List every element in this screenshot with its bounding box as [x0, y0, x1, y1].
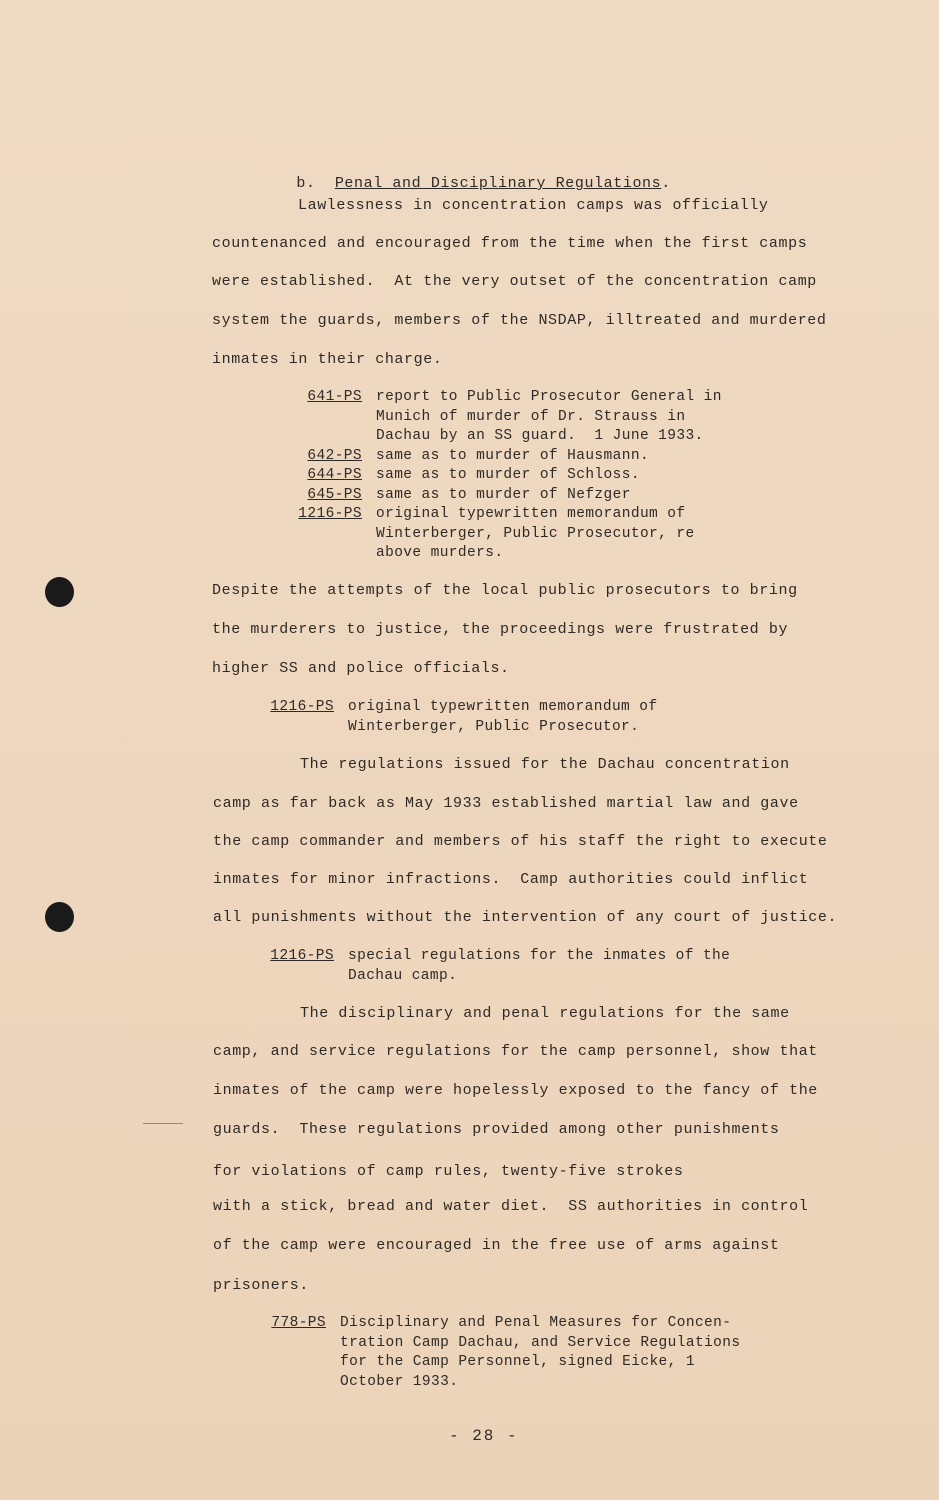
- citation-ref: 778-PS: [271, 1315, 326, 1331]
- citation-ref: 1216-PS: [270, 699, 334, 715]
- paragraph-line: camp as far back as May 1933 established martial law and gave: [213, 795, 799, 812]
- citation-ref: 645-PS: [307, 486, 362, 503]
- section-heading: b. Penal and Disciplinary Regulations.: [296, 175, 671, 192]
- document-page: b. Penal and Disciplinary Regulations. Lawlessness in concentration camps was officially countenanced and encouraged from the time when the first camps were established. At the very outset of the concentration camp system the guards, members of the NSDAP, illtreated and murdered inmates in their charge. 641-PS report to Public Prosecutor General in Munich of murder of Dr. Strauss in Dachau by an SS guard. 1 June 1933. 642-PS same as to murder of Hausmann. 644-PS same as to murder of Schloss. 645-PS same as to murder of Nefzger 1216-PS original typewritten memorandum of Winterberger, Public Prosecutor, re above murders. Despite the attempts of the local public prosecutors to bring the murderers to justice, the proceedings were frustrated by higher SS and police officials. 1216-PS original typewritten memorandum of Winterberger, Public Prosecutor. The regulations issued for the Dachau concentration camp as far back as May 1933 established martial law and gave the camp commander and members of his staff the right to execute inmates for minor infractions. Camp authorities could inflict all punishments without the intervention of any court of justice. 1216-PS special regulations for the inmates of the Dachau camp. The disciplinary and penal regulations for the same camp, and service regulations for the camp personnel, show that inmates of the camp were hopelessly exposed to the fancy of the guards. These regulations provided among other punishments for violations of camp rules, twenty-five strokes with a stick, bread and water diet. SS authorities in control of the camp were encouraged in the free use of arms against prisoners. 778-PS Disciplinary and Penal Measures for Concen- tration Camp Dachau, and Service Regulations for the Camp Personnel, signed Eicke, 1 October 1933. - 28 -: [0, 0, 939, 1500]
- paragraph-line: higher SS and police officials.: [212, 660, 510, 677]
- paragraph-line: inmates in their charge.: [212, 351, 443, 368]
- paragraph-line: were established. At the very outset of the concentration camp: [212, 273, 817, 290]
- margin-dash: [143, 1123, 183, 1124]
- punch-hole-top: [45, 577, 74, 607]
- paragraph-line: The disciplinary and penal regulations for the same: [300, 1005, 790, 1022]
- punch-hole-bottom: [45, 902, 74, 932]
- paragraph-line: inmates of the camp were hopelessly exposed to the fancy of the: [213, 1082, 818, 1099]
- paragraph-line: all punishments without the intervention of any court of justice.: [213, 909, 838, 926]
- paragraph-line: inmates for minor infractions. Camp authorities could inflict: [213, 871, 809, 888]
- citation-ref: 642-PS: [307, 447, 362, 464]
- paragraph-line: the murderers to justice, the proceedings were frustrated by: [212, 621, 789, 638]
- section-title: Penal and Disciplinary Regulations: [334, 175, 662, 192]
- citation-ref: 641-PS: [307, 389, 362, 405]
- section-marker: b.: [296, 175, 316, 192]
- paragraph-line: system the guards, members of the NSDAP, illtreated and murdered: [212, 312, 827, 329]
- citation-ref: 1216-PS: [298, 506, 362, 522]
- paragraph-line: The regulations issued for the Dachau concentration: [300, 756, 790, 773]
- page-number: - 28 -: [449, 1427, 519, 1445]
- citation-ref: 1216-PS: [270, 948, 334, 964]
- paragraph-line: Lawlessness in concentration camps was officially: [298, 197, 769, 214]
- paragraph-line: of the camp were encouraged in the free use of arms against: [213, 1237, 780, 1254]
- paragraph-line: countenanced and encouraged from the time when the first camps: [212, 235, 808, 252]
- paragraph-line: for violations of camp rules, twenty-five strokes: [213, 1163, 684, 1180]
- paragraph-line: with a stick, bread and water diet. SS authorities in control: [213, 1198, 809, 1215]
- paragraph-line: the camp commander and members of his staff the right to execute: [213, 833, 828, 850]
- paragraph-line: guards. These regulations provided among other punishments: [213, 1121, 780, 1138]
- citation-ref: 644-PS: [307, 467, 362, 483]
- paragraph-line: Despite the attempts of the local public prosecutors to bring: [212, 582, 798, 599]
- paragraph-line: prisoners.: [213, 1277, 310, 1294]
- paragraph-line: camp, and service regulations for the camp personnel, show that: [213, 1043, 818, 1060]
